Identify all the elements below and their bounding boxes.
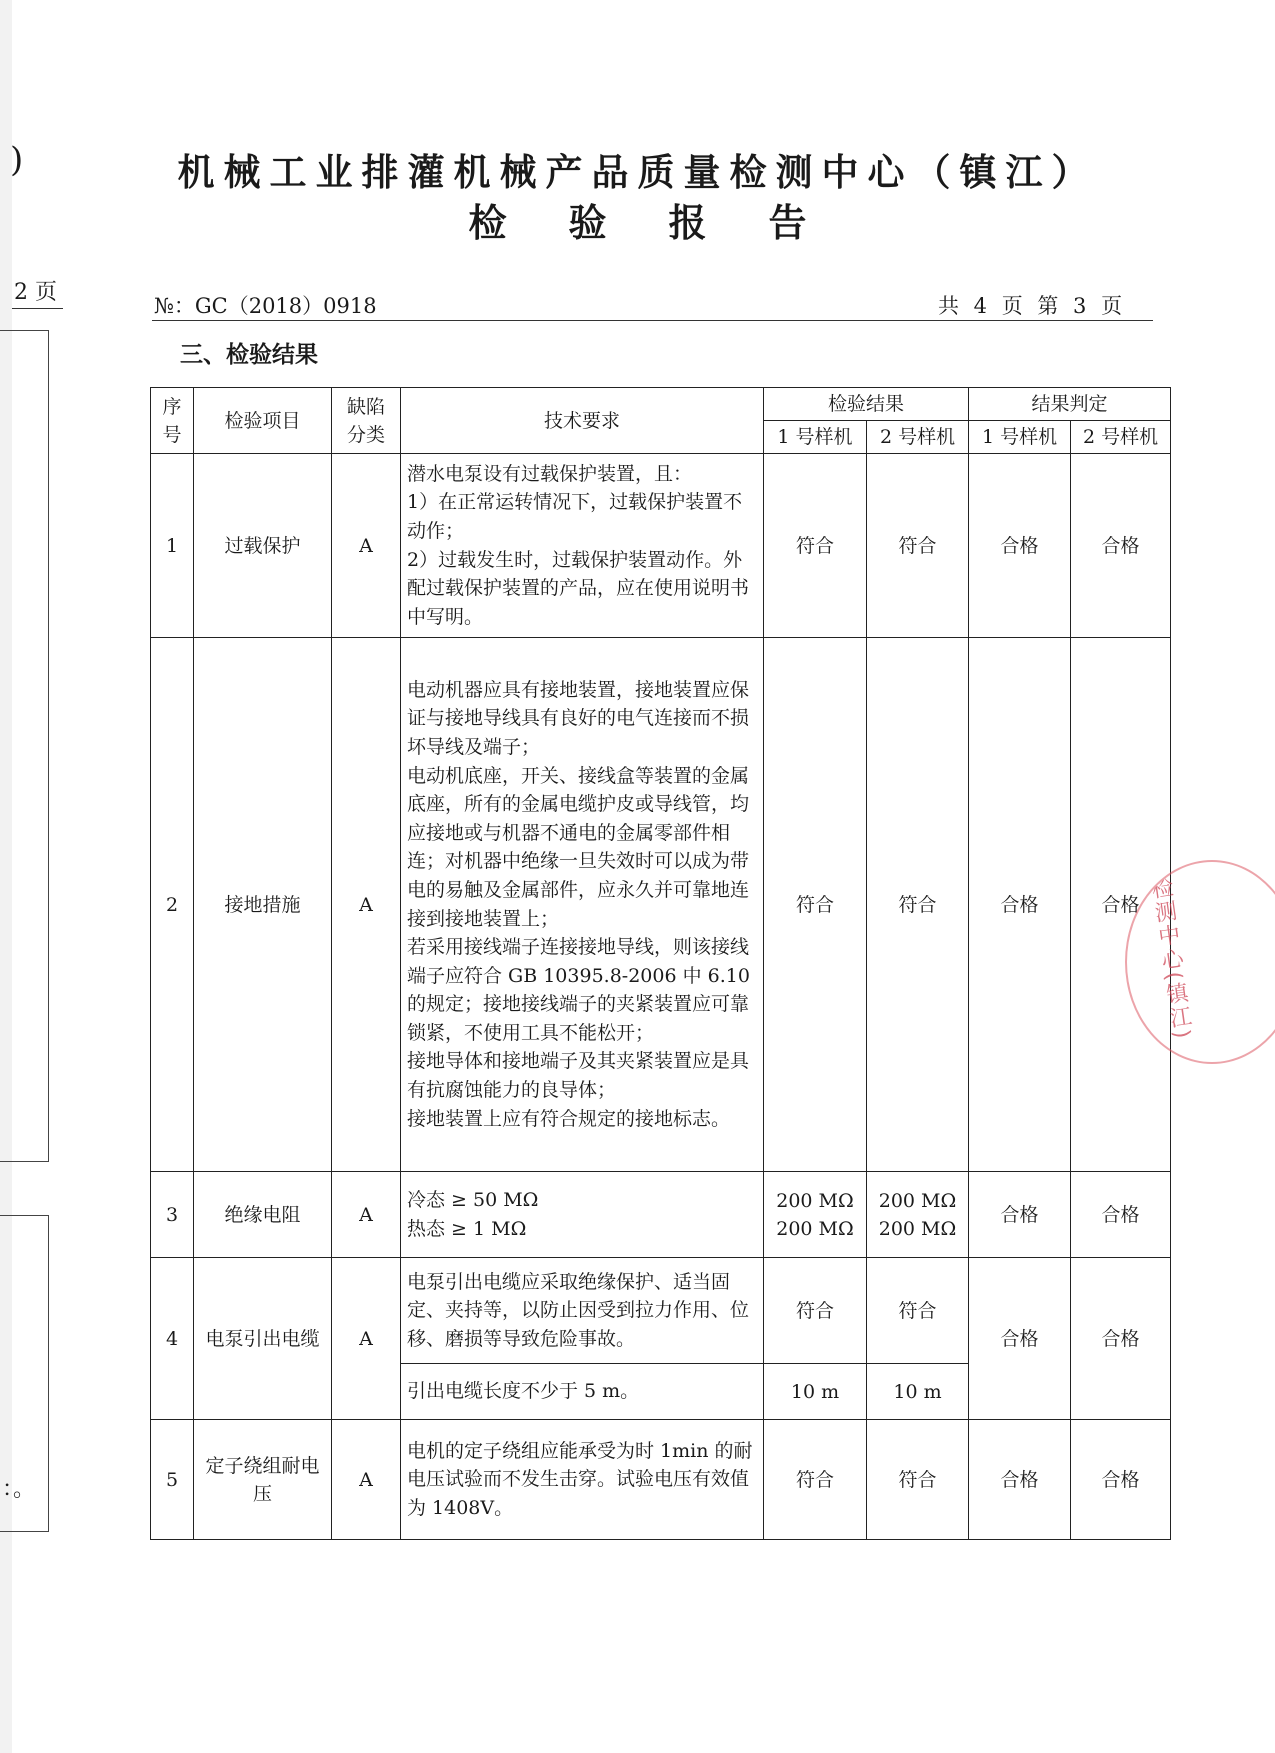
results-table [150, 387, 1171, 1540]
previous-page-table-fragment [0, 330, 49, 1162]
header-rule [152, 320, 1153, 321]
header-defect: 缺陷 分类 [332, 388, 401, 454]
row-judgement-sample1: 合格 [969, 1172, 1071, 1258]
row-defect: A [332, 1258, 401, 1420]
row-judgement-sample2: 合格 [1071, 1258, 1171, 1420]
row-no: 5 [151, 1420, 194, 1540]
row-judgement-sample1: 合格 [969, 1258, 1071, 1420]
row-item: 接地措施 [194, 638, 332, 1172]
table-header-row [151, 388, 1171, 421]
row-result-sample2: 10 m [867, 1364, 969, 1420]
row-result-sample2: 200 MΩ 200 MΩ [867, 1172, 969, 1258]
row-requirement: 潜水电泵设有过载保护装置，且： 1）在正常运转情况下，过载保护装置不动作； 2）过载发生时，过载保护装置动作。外配过载保护装置的产品，应在使用说明书中写明。 [401, 454, 764, 638]
row-defect: A [332, 1420, 401, 1540]
header-judgement: 结果判定 [969, 388, 1171, 421]
row-requirement: 电动机器应具有接地装置，接地装置应保证与接地导线具有良好的电气连接而不损坏导线及端子； 电动机底座，开关、接线盒等装置的金属底座，所有的金属电缆护皮或导线管，均应接地或与机器不通电的金属零部件相连；对机器中绝缘一旦失效时可以成为带电的易触及金属部件，应永久并可靠地连接到接地装置上； 若采用接线端子连接接地导线，则该接线端子应符合 GB 10395.8-2006 中 6.10 的规定；接地接线端子的夹紧装置应可靠锁紧，不使用工具不能松开； 接地导体和接地端子及其夹紧装置应是具有抗腐蚀能力的良导体； 接地装置上应有符合规定的接地标志。 [401, 638, 764, 1172]
row-no: 2 [151, 638, 194, 1172]
report-number: №：GC（2018）0918 [154, 294, 377, 318]
section-title: 三、检验结果 [180, 342, 318, 368]
page-info: 共 4 页 第 3 页 [938, 294, 1123, 318]
row-judgement-sample1: 合格 [969, 638, 1071, 1172]
header-result-sample1: 1 号样机 [764, 421, 867, 454]
row-result-sample1: 符合 [764, 454, 867, 638]
table-row [151, 1258, 1171, 1364]
row-result-sample1: 10 m [764, 1364, 867, 1420]
row-result-sample1: 符合 [764, 638, 867, 1172]
previous-page-number: 2 页 [12, 275, 63, 309]
report-title: 机械工业排灌机械产品质量检测中心（镇江） [177, 151, 1098, 194]
header-result: 检验结果 [764, 388, 969, 421]
row-item: 过载保护 [194, 454, 332, 638]
row-judgement-sample2: 合格 [1071, 638, 1171, 1172]
row-judgement-sample2: 合格 [1071, 1420, 1171, 1540]
row-result-sample1: 符合 [764, 1420, 867, 1540]
row-requirement: 引出电缆长度不少于 5 m。 [401, 1364, 764, 1420]
header-item: 检验项目 [194, 388, 332, 454]
row-judgement-sample1: 合格 [969, 1420, 1071, 1540]
report-subtitle: 检验报告 [468, 201, 869, 245]
row-result-sample2: 符合 [867, 454, 969, 638]
row-result-sample2: 符合 [867, 1420, 969, 1540]
table-row [151, 454, 1171, 638]
table-row [151, 1172, 1171, 1258]
table-row [151, 638, 1171, 1172]
row-result-sample2: 符合 [867, 638, 969, 1172]
seal-text: 检测中心(镇江) [1146, 875, 1195, 1043]
row-requirement: 电泵引出电缆应采取绝缘保护、适当固定、夹持等，以防止因受到拉力作用、位移、磨损等导致危险事故。 [401, 1258, 764, 1364]
row-defect: A [332, 1172, 401, 1258]
row-requirement: 电机的定子绕组应能承受为时 1min 的耐电压试验而不发生击穿。试验电压有效值为 1408V。 [401, 1420, 764, 1540]
row-no: 1 [151, 454, 194, 638]
row-item: 电泵引出电缆 [194, 1258, 332, 1420]
header-judgement-sample2: 2 号样机 [1071, 421, 1171, 454]
row-requirement: 冷态 ≥ 50 MΩ 热态 ≥ 1 MΩ [401, 1172, 764, 1258]
row-judgement-sample2: 合格 [1071, 454, 1171, 638]
header-no: 序 号 [151, 388, 194, 454]
header-result-sample2: 2 号样机 [867, 421, 969, 454]
table-row [151, 1420, 1171, 1540]
row-item: 绝缘电阻 [194, 1172, 332, 1258]
row-judgement-sample2: 合格 [1071, 1172, 1171, 1258]
previous-page-paren: ) [10, 140, 24, 180]
row-judgement-sample1: 合格 [969, 454, 1071, 638]
row-defect: A [332, 454, 401, 638]
header-requirement: 技术要求 [401, 388, 764, 454]
row-no: 4 [151, 1258, 194, 1420]
row-result-sample2: 符合 [867, 1258, 969, 1364]
row-defect: A [332, 638, 401, 1172]
row-result-sample1: 200 MΩ 200 MΩ [764, 1172, 867, 1258]
previous-page-text-fragment: ：。 [2, 1477, 36, 1502]
row-no: 3 [151, 1172, 194, 1258]
header-judgement-sample1: 1 号样机 [969, 421, 1071, 454]
row-result-sample1: 符合 [764, 1258, 867, 1364]
row-item: 定子绕组耐电压 [194, 1420, 332, 1540]
